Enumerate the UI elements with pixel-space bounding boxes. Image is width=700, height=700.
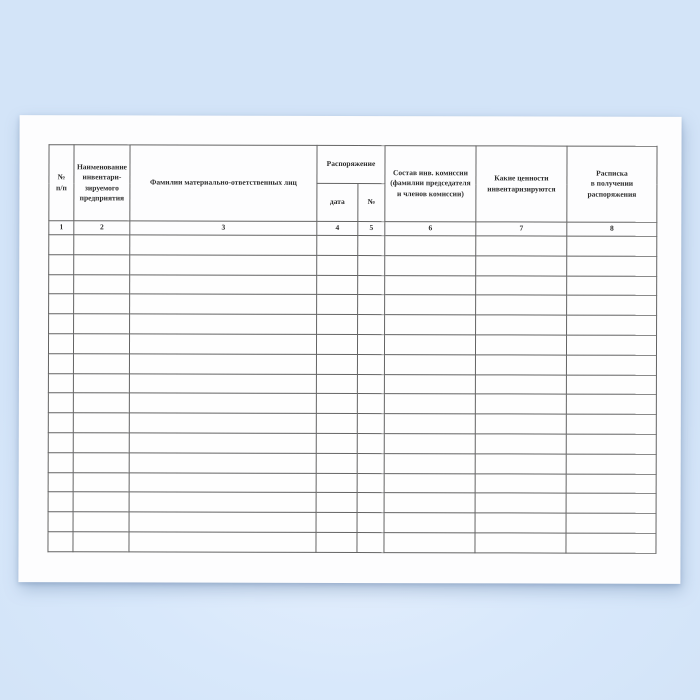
empty-cell — [74, 314, 130, 334]
empty-cell — [316, 433, 357, 453]
empty-cell — [129, 413, 316, 433]
empty-cell — [476, 335, 567, 355]
empty-cell — [566, 375, 656, 395]
empty-cell — [317, 275, 358, 295]
empty-cell — [385, 335, 476, 355]
empty-cell — [74, 255, 130, 275]
table-row — [49, 255, 657, 276]
empty-cell — [566, 394, 656, 414]
empty-cell — [48, 452, 73, 472]
empty-cell — [74, 274, 130, 294]
table-row — [48, 532, 656, 553]
empty-cell — [316, 354, 357, 374]
empty-cell — [476, 236, 567, 256]
column-number-cell: 2 — [74, 221, 130, 235]
empty-cell — [73, 472, 129, 492]
table-row — [49, 314, 657, 335]
column-number-cell: 5 — [358, 222, 385, 236]
empty-cell — [385, 295, 476, 315]
empty-cell — [384, 493, 475, 513]
empty-cell — [475, 434, 566, 454]
empty-cell — [357, 473, 384, 493]
empty-cell — [48, 393, 73, 413]
empty-cell — [49, 255, 74, 275]
empty-cell — [475, 414, 566, 434]
col-header-responsible-persons: Фамилии материально-ответственных лиц — [130, 145, 317, 221]
empty-cell — [566, 474, 656, 494]
table-row — [48, 472, 656, 493]
empty-cell — [316, 493, 357, 513]
table-row — [48, 353, 656, 374]
empty-cell — [357, 493, 384, 513]
empty-cell — [384, 374, 475, 394]
empty-cell — [358, 315, 385, 335]
empty-cell — [73, 512, 129, 532]
empty-cell — [384, 473, 475, 493]
empty-cell — [49, 274, 74, 294]
column-number-cell: 1 — [49, 221, 74, 235]
empty-cell — [475, 394, 566, 414]
table-row — [48, 334, 656, 355]
empty-cell — [567, 276, 657, 296]
empty-cell — [476, 315, 567, 335]
empty-cell — [475, 355, 566, 375]
empty-cell — [385, 275, 476, 295]
empty-cell — [566, 513, 656, 533]
empty-cell — [317, 255, 358, 275]
table-row — [48, 373, 656, 394]
empty-cell — [73, 433, 129, 453]
empty-cell — [316, 513, 357, 533]
empty-cell — [567, 256, 657, 276]
empty-cell — [129, 472, 316, 492]
paper-sheet — [18, 115, 681, 584]
col-header-receipt: Расписка в получении распоряжения — [567, 146, 657, 222]
empty-cell — [358, 236, 385, 256]
col-header-order-group: Распоряжение — [317, 145, 385, 183]
empty-cell — [73, 413, 129, 433]
empty-cell — [48, 472, 73, 492]
empty-cell — [476, 275, 567, 295]
empty-cell — [358, 275, 385, 295]
table-row — [48, 492, 656, 513]
table-row — [49, 274, 657, 295]
col-header-inventoried-values: Какие ценности инвентаризируются — [476, 146, 567, 222]
table-row — [49, 294, 657, 315]
empty-cell — [384, 434, 475, 454]
empty-cell — [49, 294, 74, 314]
empty-cell — [475, 513, 566, 533]
empty-cell — [74, 294, 130, 314]
column-number-cell: 8 — [567, 222, 657, 236]
empty-cell — [129, 334, 316, 354]
empty-cell — [384, 414, 475, 434]
empty-cell — [357, 335, 384, 355]
empty-cell — [73, 492, 129, 512]
empty-cell — [73, 453, 129, 473]
empty-cell — [317, 295, 358, 315]
empty-cell — [358, 255, 385, 275]
empty-cell — [48, 353, 73, 373]
col-header-enterprise-name: Наименование инвентари- зируемого предприятия — [74, 145, 130, 221]
empty-cell — [566, 355, 656, 375]
empty-cell — [73, 334, 129, 354]
empty-cell — [73, 354, 129, 374]
empty-cell — [129, 354, 316, 374]
empty-cell — [73, 393, 129, 413]
empty-cell — [358, 295, 385, 315]
table-body — [48, 235, 657, 553]
empty-cell — [476, 256, 567, 276]
empty-cell — [566, 533, 656, 553]
table-row — [49, 235, 657, 256]
empty-cell — [357, 513, 384, 533]
empty-cell — [357, 354, 384, 374]
empty-cell — [357, 532, 384, 552]
empty-cell — [357, 433, 384, 453]
empty-cell — [48, 532, 73, 552]
empty-cell — [567, 236, 657, 256]
empty-cell — [49, 235, 74, 255]
table-row — [48, 512, 656, 533]
col-header-commission: Состав инв. комиссии (фамилии председателя и членов комиссии) — [385, 146, 476, 222]
empty-cell — [567, 295, 657, 315]
empty-cell — [48, 413, 73, 433]
empty-cell — [48, 433, 73, 453]
col-header-order-date: дата — [317, 183, 358, 221]
empty-cell — [384, 453, 475, 473]
empty-cell — [74, 235, 130, 255]
empty-cell — [567, 335, 657, 355]
empty-cell — [566, 454, 656, 474]
empty-cell — [316, 414, 357, 434]
empty-cell — [385, 255, 476, 275]
empty-cell — [357, 394, 384, 414]
empty-cell — [475, 533, 566, 553]
empty-cell — [130, 255, 317, 275]
col-header-row-number: № п/п — [49, 145, 74, 221]
empty-cell — [317, 235, 358, 255]
empty-cell — [384, 513, 475, 533]
empty-cell — [357, 453, 384, 473]
column-number-cell: 7 — [476, 222, 567, 236]
column-number-cell: 6 — [385, 222, 476, 236]
table-row — [48, 413, 656, 434]
col-header-order-number: № — [358, 184, 385, 222]
empty-cell — [384, 533, 475, 553]
empty-cell — [316, 334, 357, 354]
empty-cell — [129, 433, 316, 453]
empty-cell — [475, 454, 566, 474]
empty-cell — [316, 532, 357, 552]
inventory-journal-table — [47, 144, 657, 553]
empty-cell — [316, 374, 357, 394]
empty-cell — [357, 414, 384, 434]
empty-cell — [49, 314, 74, 334]
empty-cell — [73, 532, 129, 552]
empty-cell — [566, 434, 656, 454]
empty-cell — [566, 414, 656, 434]
empty-cell — [476, 295, 567, 315]
empty-cell — [130, 294, 317, 314]
empty-cell — [129, 393, 316, 413]
empty-cell — [48, 512, 73, 532]
empty-cell — [385, 236, 476, 256]
table-header — [49, 145, 657, 237]
empty-cell — [567, 315, 657, 335]
empty-cell — [129, 492, 316, 512]
table-row — [48, 433, 656, 454]
empty-cell — [384, 354, 475, 374]
empty-cell — [129, 512, 316, 532]
empty-cell — [129, 453, 316, 473]
empty-cell — [384, 394, 475, 414]
empty-cell — [316, 453, 357, 473]
empty-cell — [130, 275, 317, 295]
empty-cell — [357, 374, 384, 394]
empty-cell — [475, 493, 566, 513]
empty-cell — [129, 374, 316, 394]
empty-cell — [475, 473, 566, 493]
empty-cell — [73, 373, 129, 393]
table-row — [48, 393, 656, 414]
column-number-cell: 3 — [130, 221, 317, 235]
empty-cell — [48, 492, 73, 512]
empty-cell — [475, 374, 566, 394]
empty-cell — [129, 532, 316, 552]
table-row — [48, 452, 656, 473]
empty-cell — [317, 315, 358, 335]
column-number-cell: 4 — [317, 221, 358, 235]
empty-cell — [130, 235, 317, 255]
empty-cell — [48, 334, 73, 354]
empty-cell — [566, 493, 656, 513]
empty-cell — [48, 373, 73, 393]
empty-cell — [316, 473, 357, 493]
empty-cell — [385, 315, 476, 335]
empty-cell — [130, 314, 317, 334]
empty-cell — [316, 394, 357, 414]
